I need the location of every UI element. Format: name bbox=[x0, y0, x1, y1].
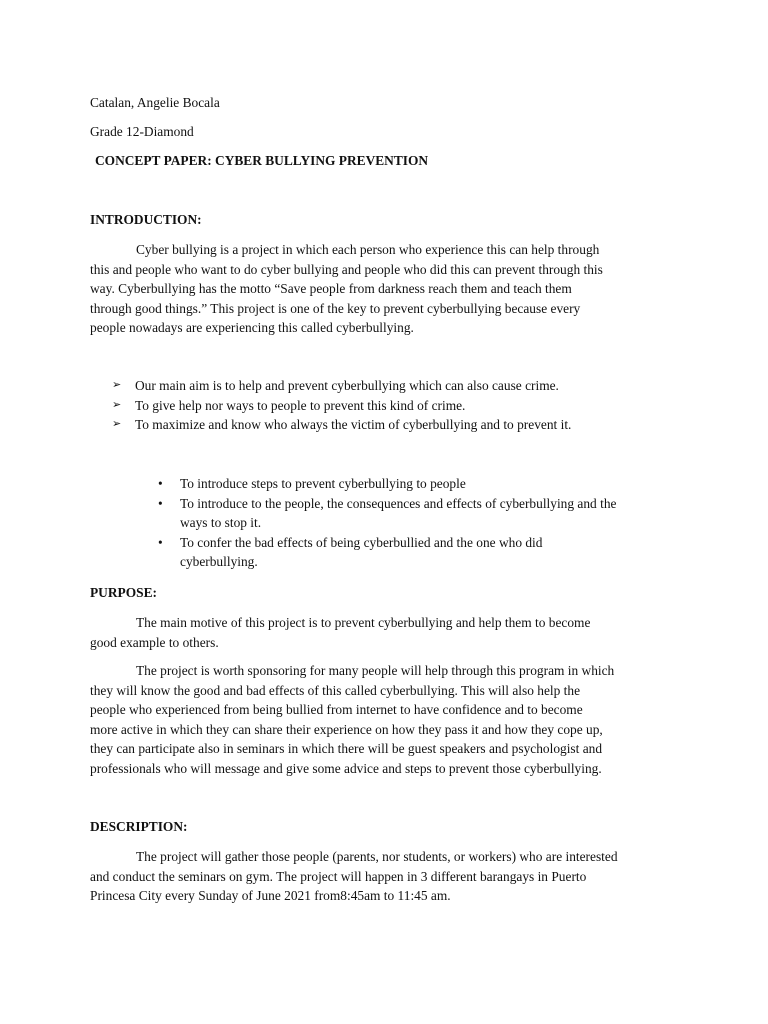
text-line: The project will gather those people (parents, nor students, or workers) who are interested bbox=[136, 849, 618, 864]
text-line: To introduce to the people, the consequences and effects of cyberbullying and the bbox=[180, 495, 617, 511]
text-line: Cyber bullying is a project in which each person who experience this can help through bbox=[136, 242, 600, 257]
author-name: Catalan, Angelie Bocala bbox=[90, 95, 220, 110]
purpose-paragraph-2 bbox=[90, 661, 650, 778]
page-title: CONCEPT PAPER: CYBER BULLYING PREVENTION bbox=[95, 153, 429, 168]
text-line: The main motive of this project is to prevent cyberbullying and help them to become bbox=[136, 615, 591, 630]
text-line: they will know the good and bad effects of this called cyberbullying. This will also help the bbox=[90, 682, 581, 698]
grade-section: Grade 12-Diamond bbox=[90, 124, 194, 139]
round-bullet-icon: • bbox=[158, 534, 163, 550]
text-line: way. Cyberbullying has the motto “Save people from darkness reach them and teach them bbox=[90, 281, 572, 296]
list-item: ➢ To maximize and know who always the victim of cyberbullying and to prevent it. bbox=[112, 415, 571, 435]
text-line: cyberbullying. bbox=[180, 554, 258, 569]
description-paragraph bbox=[90, 847, 650, 906]
description-heading: DESCRIPTION: bbox=[90, 819, 188, 834]
arrow-bullet-icon: ➢ bbox=[112, 418, 122, 430]
round-bullet-icon: • bbox=[158, 495, 163, 511]
text-line: through good things.” This project is one of the key to prevent cyberbullying because every bbox=[90, 300, 581, 316]
text-line: The project is worth sponsoring for many people will help through this program in which bbox=[136, 663, 615, 678]
list-item bbox=[156, 494, 616, 533]
introduction-heading: INTRODUCTION: bbox=[90, 212, 202, 227]
list-item bbox=[156, 474, 616, 494]
text-line: people nowadays are experiencing this called cyberbullying. bbox=[90, 320, 414, 335]
text-line: To confer the bad effects of being cyberbullied and the one who did bbox=[180, 534, 543, 550]
introduction-paragraph bbox=[90, 240, 650, 338]
text-line: they can participate also in seminars in which there will be guest speakers and psychologist and bbox=[90, 741, 603, 756]
text-line: To introduce steps to prevent cyberbullying to people bbox=[180, 476, 466, 491]
text-line: more active in which they can share their experience on how they pass it and how they cope up, bbox=[90, 721, 603, 737]
text-line: good example to others. bbox=[90, 634, 219, 650]
purpose-paragraph-1 bbox=[90, 613, 650, 652]
list-item bbox=[156, 533, 616, 572]
arrow-bullet-icon: ➢ bbox=[112, 398, 122, 411]
text-line: this and people who want to do cyber bullying and people who did this can prevent through this bbox=[90, 261, 603, 277]
text-line: Princesa City every Sunday of June 2021 from8:45am to 11:45 am. bbox=[90, 888, 451, 903]
aims-list bbox=[112, 376, 571, 435]
list-item: ➢ Our main aim is to help and prevent cyberbullying which can also cause crime. bbox=[112, 376, 571, 396]
purpose-heading: PURPOSE: bbox=[90, 585, 157, 600]
text-line: and conduct the seminars on gym. The project will happen in 3 different barangays in Puerto bbox=[90, 868, 587, 884]
round-bullet-icon: • bbox=[158, 476, 163, 491]
objectives-list bbox=[156, 474, 616, 572]
text-line: ways to stop it. bbox=[180, 515, 262, 530]
list-item: ➢ To give help nor ways to people to prevent this kind of crime. bbox=[112, 396, 571, 416]
arrow-bullet-icon: ➢ bbox=[112, 379, 122, 391]
text-line: professionals who will message and give some advice and steps to prevent those cyberbullying. bbox=[90, 760, 602, 776]
text-line: people who experienced from being bullied from internet to have confidence and to become bbox=[90, 702, 583, 717]
